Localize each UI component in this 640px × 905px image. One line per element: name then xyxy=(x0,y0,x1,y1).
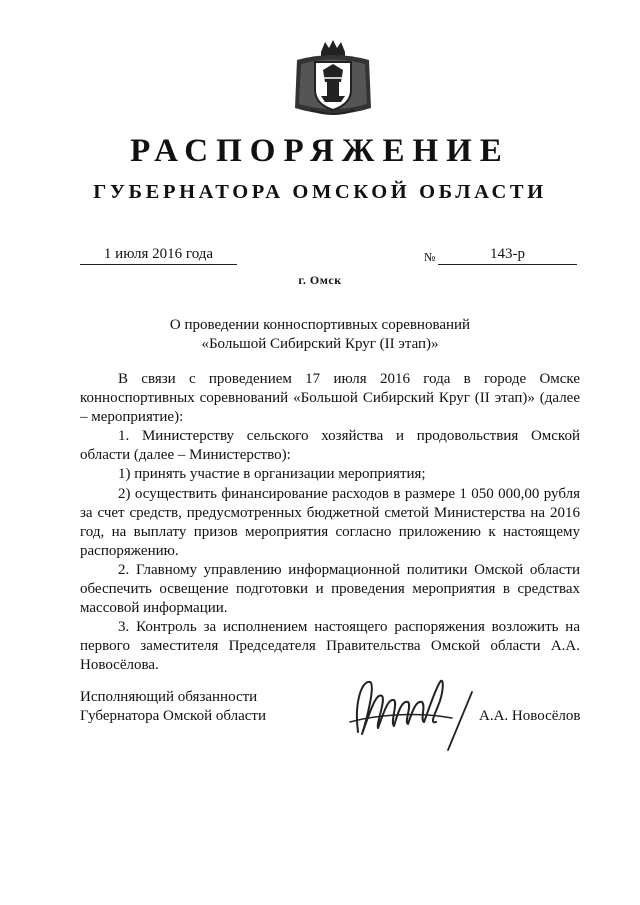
body-paragraph: 1. Министерству сельского хозяйства и продовольствия Омской области (далее – Министерство): xyxy=(80,428,580,464)
subject-line-1: О проведении конноспортивных соревнований xyxy=(169,317,471,333)
signatory-position xyxy=(80,688,340,726)
body-paragraph: 1) принять участие в организации мероприятия; xyxy=(118,466,426,483)
body-paragraph: 3. Контроль за исполнением настоящего распоряжения возложить на первого заместителя Председателя Правительства Омской области А.А. Новосёлова. xyxy=(80,619,580,674)
coat-of-arms-icon xyxy=(291,38,375,118)
document-body xyxy=(80,370,580,676)
signatory-position-line-2: Губернатора Омской области xyxy=(80,708,266,724)
signatory-name: А.А. Новосёлов xyxy=(479,708,581,724)
signature-icon xyxy=(340,662,480,752)
subject-line-2: «Большой Сибирский Круг (II этап)» xyxy=(201,336,439,352)
signatory-position-line-1: Исполняющий обязанности xyxy=(80,689,258,705)
body-paragraph: 2. Главному управлению информационной политики Омской области обеспечить освещение подготовки и проведения мероприятия в средствах массовой информации. xyxy=(80,561,580,617)
body-paragraph: 2) осуществить финансирование расходов в размере 1 050 000,00 рубля за счет средств, предусмотренных бюджетной сметой Министерства на 2016 год, на выплату призов мероприятия согласно приложению к настоящему распоряжению. xyxy=(80,485,580,559)
document-date: 1 июля 2016 года xyxy=(80,244,237,265)
number-sign: № xyxy=(424,250,436,264)
document-title: РАСПОРЯЖЕНИЕ xyxy=(130,133,510,169)
document-issuer: ГУБЕРНАТОРА ОМСКОЙ ОБЛАСТИ xyxy=(93,181,547,203)
body-paragraph: В связи с проведением 17 июля 2016 года в городе Омске конноспортивных соревнований «Большой Сибирский Круг (II этап)» (далее – мероприятие): xyxy=(80,371,580,426)
document-subject xyxy=(0,316,640,354)
document-city: г. Омск xyxy=(298,273,342,287)
document-number: 143-р xyxy=(438,244,577,265)
